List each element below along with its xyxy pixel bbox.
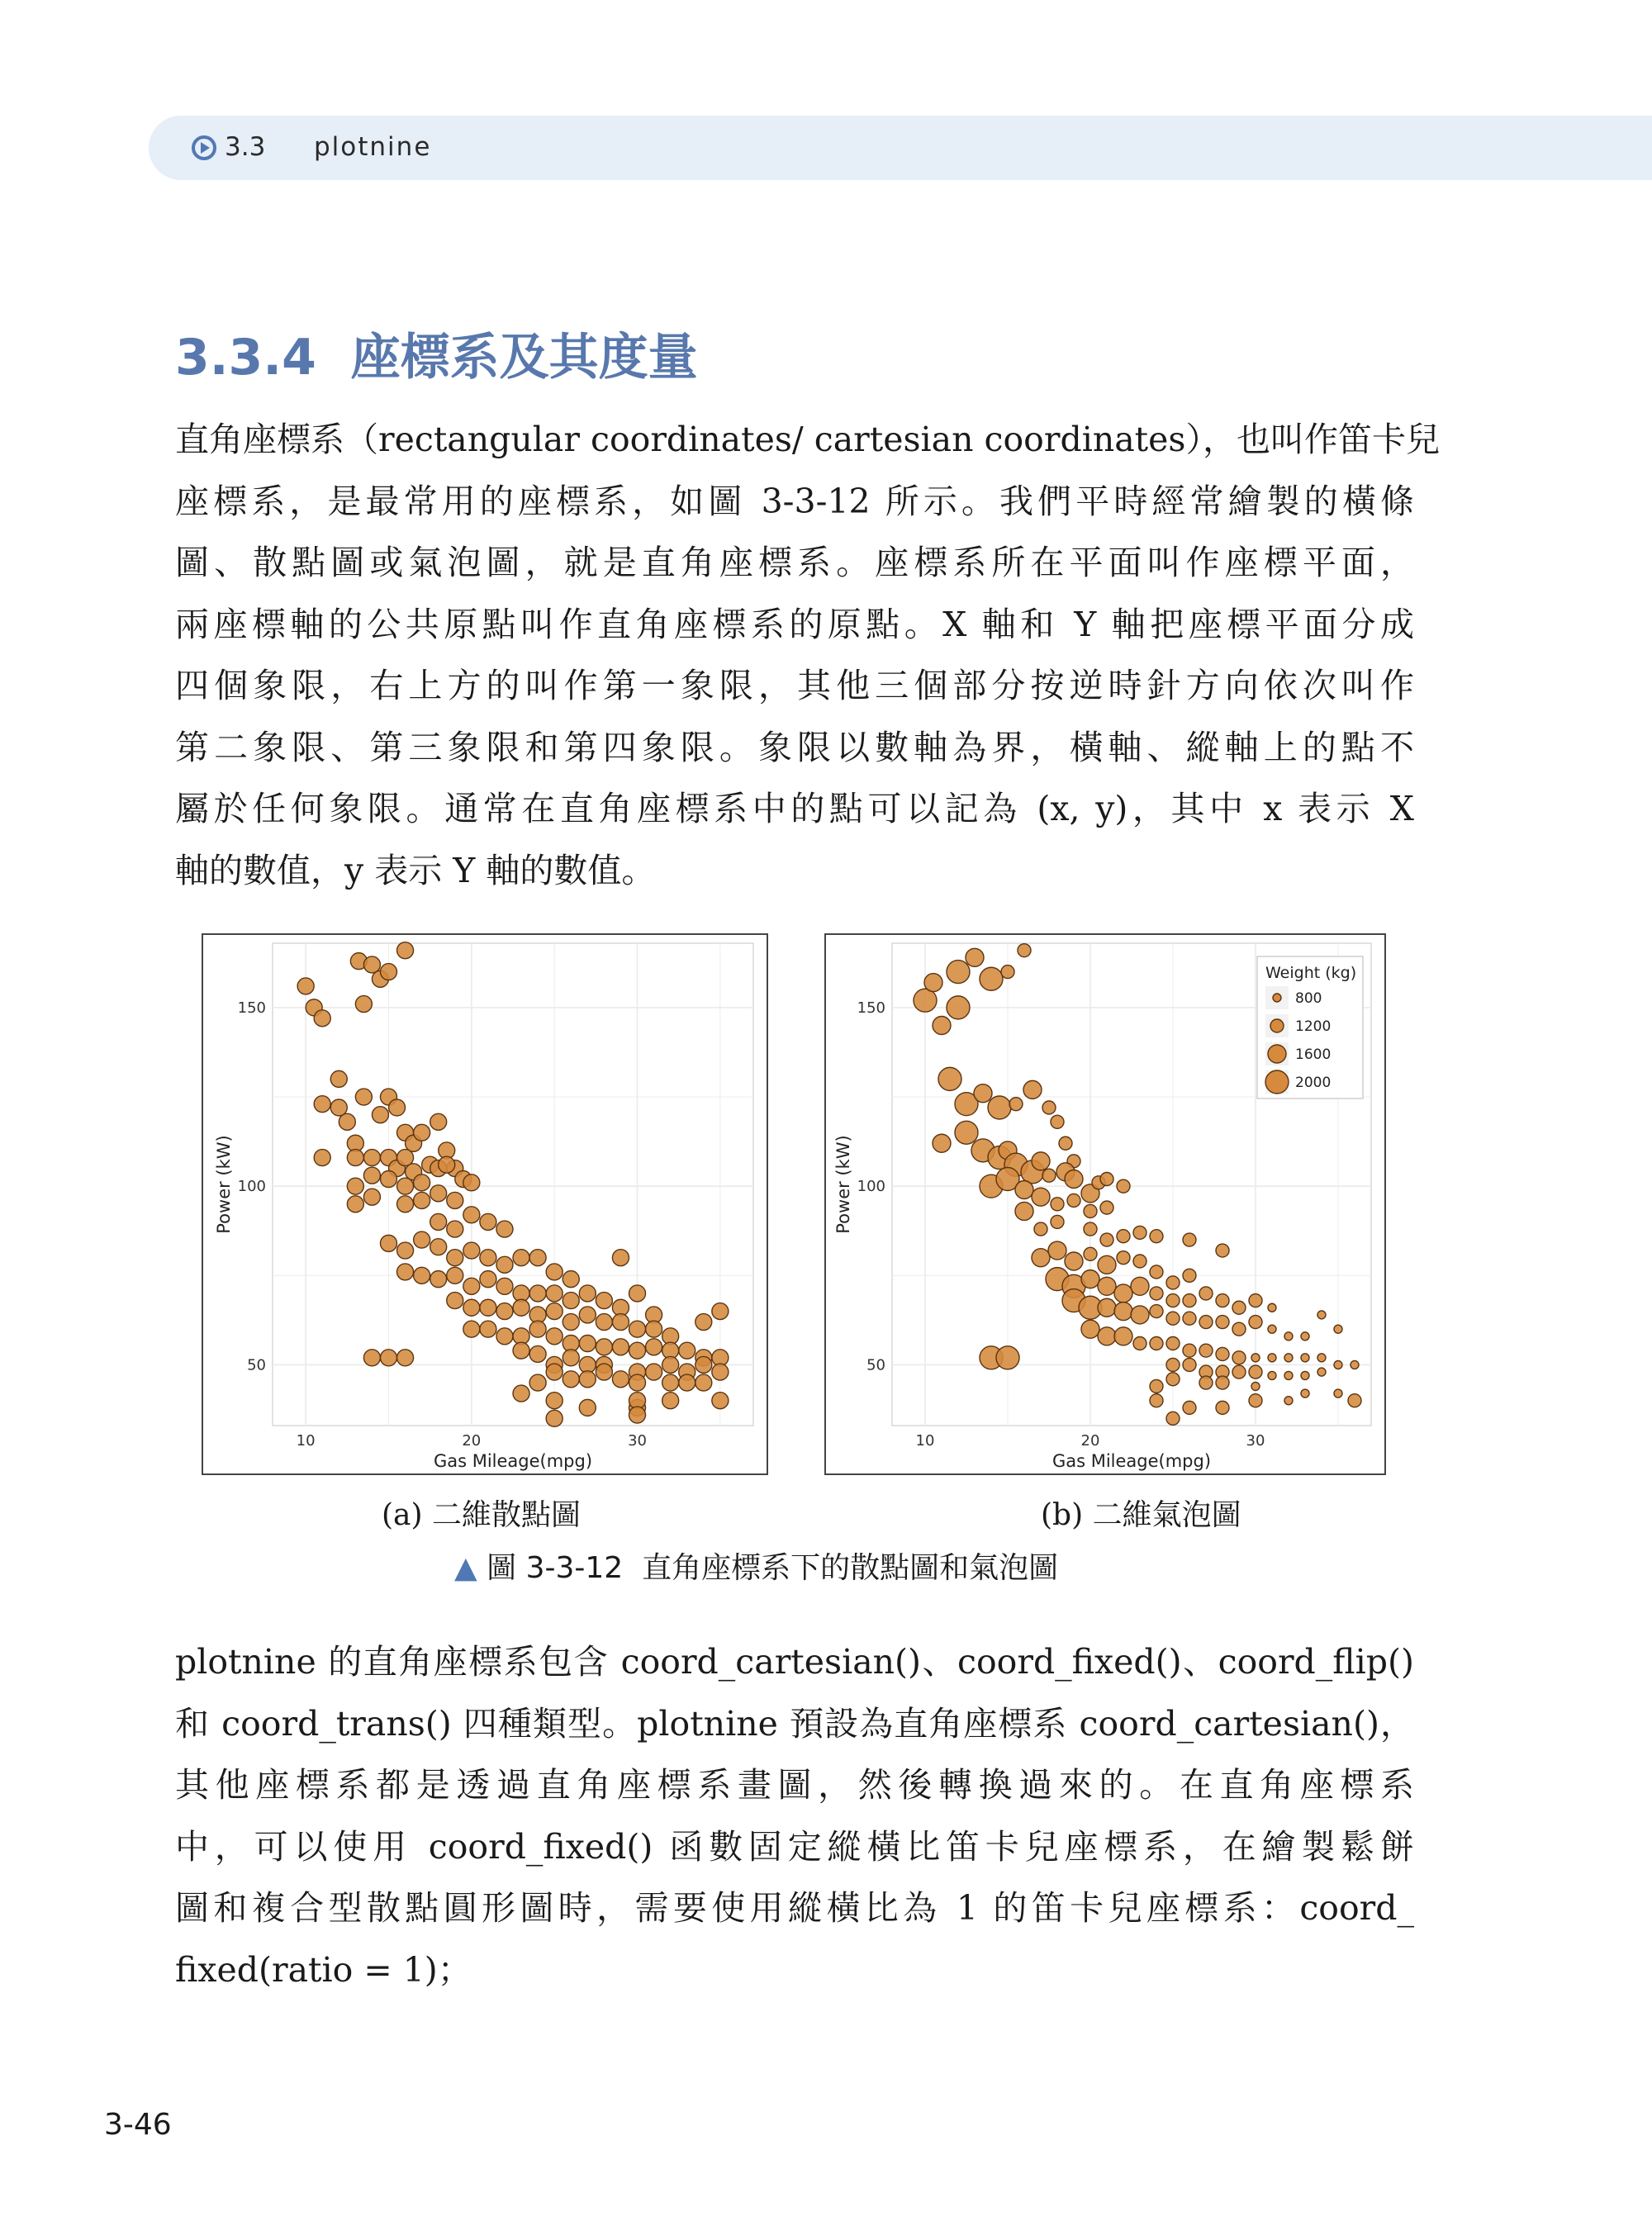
triangle-icon: ▲ [454,1551,477,1585]
bubble-point [1150,1394,1163,1407]
bubble-point [938,1067,961,1090]
bubble-point [914,989,937,1012]
scatter-point [513,1342,529,1359]
scatter-point [372,1107,388,1123]
scatter-point [397,1150,414,1166]
bubble-point [1051,1215,1064,1228]
scatter-point [579,1285,596,1302]
scatter-point [563,1271,579,1288]
bubble-point [1166,1358,1180,1371]
bubble-point [1023,1080,1042,1099]
scatter-chart [203,935,767,1473]
legend-key-circle [1270,1019,1284,1032]
scatter-point [397,1178,414,1194]
bubble-point [1032,1152,1050,1170]
bubble-point [1301,1354,1309,1362]
bubble-point [1268,1354,1276,1362]
bubble-point [1081,1320,1099,1338]
bubble-point [1100,1201,1113,1214]
subcaption-a: (a) 二維散點圖 [382,1498,581,1532]
bubble-point [1334,1360,1342,1369]
bubble-point [1216,1244,1229,1257]
bubble-point [1199,1344,1213,1357]
scatter-point [447,1250,463,1266]
x-tick-label: 20 [462,1432,482,1450]
bubble-point [1117,1179,1130,1193]
figure-caption-number: 圖 3-3-12 [487,1551,624,1585]
scatter-point [679,1342,695,1359]
scatter-point [629,1342,646,1359]
scatter-point [414,1174,430,1191]
bubble-point [1084,1204,1097,1217]
scatter-point [496,1256,513,1273]
scatter-point [563,1314,579,1331]
bubble-point [1166,1294,1180,1307]
scatter-point [330,1099,347,1116]
running-header-section-number: 3.3 [225,132,266,162]
subcaption-b: (b) 二維氣泡圖 [1041,1498,1241,1532]
figure-caption [454,1545,1058,1587]
bubble-point [1268,1303,1276,1312]
bubble-point [1251,1354,1260,1362]
scatter-point [363,956,380,973]
scatter-point [513,1385,529,1402]
bubble-point [1150,1305,1163,1318]
running-header-title: plotnine [314,132,432,162]
bubble-point [1334,1325,1342,1333]
legend-entry: 800 [1295,990,1322,1007]
paragraph-line: 軸的數值，y 表示 Y 軸的數值。 [175,850,656,890]
scatter-point [314,1010,330,1027]
scatter-point [629,1321,646,1337]
scatter-point [330,1070,347,1087]
bubble-point [1284,1354,1293,1362]
scatter-point [480,1299,496,1316]
bubble-point [1084,1222,1097,1236]
bubble-point [1051,1115,1064,1128]
bubble-point [1032,1249,1050,1267]
scatter-point [314,1096,330,1113]
scatter-point [355,996,372,1013]
bubble-point [1114,1327,1132,1345]
bubble-point [1334,1389,1342,1397]
x-tick-label: 30 [628,1432,647,1450]
bubble-point [1199,1287,1213,1300]
y-tick-label: 150 [237,999,266,1017]
bubble-point [1150,1379,1163,1393]
scatter-point [430,1213,447,1230]
bubble-point [1232,1365,1246,1378]
scatter-point [397,942,414,959]
bubble-point [1098,1255,1116,1274]
legend-entry: 1600 [1295,1046,1332,1063]
bubble-point [1015,1180,1033,1198]
scatter-point [546,1364,563,1380]
scatter-point [430,1239,447,1255]
bubble-point [955,1121,978,1144]
scatter-point [363,1189,380,1205]
scatter-point [439,1156,455,1173]
bubble-point [1183,1233,1196,1246]
x-tick-label: 10 [296,1432,316,1450]
scatter-point [480,1321,496,1337]
scatter-point [546,1410,563,1426]
bubble-point [1114,1284,1132,1303]
scatter-point [447,1267,463,1284]
scatter-point [629,1285,646,1302]
scatter-point [363,1350,380,1366]
scatter-point [463,1242,480,1259]
play-circle-icon [192,135,216,160]
scatter-point [662,1356,679,1373]
scatter-point [529,1285,546,1302]
scatter-point [430,1271,447,1288]
bubble-point [1166,1337,1180,1350]
bubble-point [933,1134,951,1152]
bubble-point [1232,1351,1246,1364]
paragraph-line: 圖、散點圖或氣泡圖，就是直角座標系。座標系所在平面叫作座標平面， [175,543,1414,582]
scatter-point [612,1371,629,1388]
scatter-point [579,1307,596,1323]
bubble-point [1348,1394,1361,1407]
x-tick-label: 10 [915,1432,935,1450]
scatter-point [447,1192,463,1208]
scatter-point [480,1271,496,1288]
scatter-point [646,1364,662,1380]
scatter-point [629,1374,646,1391]
scatter-point [355,1089,372,1105]
bubble-point [1098,1277,1116,1295]
bubble-point [1166,1373,1180,1386]
bubble-point [1133,1337,1146,1350]
bubble-point [1009,1098,1023,1111]
paragraph-line: 座標系，是最常用的座標系，如圖 3-3-12 所示。我們平時經常繪製的橫條 [175,481,1414,521]
bubble-point [1166,1276,1180,1289]
bubble-point [1084,1247,1097,1260]
scatter-point [596,1314,612,1331]
bubble-point [1150,1230,1163,1243]
scatter-point [380,1235,396,1251]
scatter-point [347,1196,363,1212]
bubble-point [1117,1251,1130,1265]
scatter-point [447,1221,463,1237]
bubble-point [1249,1394,1262,1407]
bubble-point [1048,1241,1066,1260]
bubble-point [1183,1344,1196,1357]
paragraph-line: plotnine 的直角座標系包含 coord_cartesian()、coord_fixed()、coord_flip() [175,1642,1414,1682]
scatter-point [712,1364,729,1380]
scatter-point [596,1364,612,1380]
bubble-point [1133,1226,1146,1239]
scatter-point [646,1321,662,1337]
legend-entry: 1200 [1295,1018,1332,1035]
scatter-point [546,1328,563,1345]
figure-b-frame [824,933,1386,1475]
body-paragraph-1 [175,409,1440,901]
scatter-point [463,1207,480,1223]
bubble-point [1100,1173,1113,1186]
bubble-point [1018,944,1031,957]
bubble-point [1150,1337,1163,1350]
body-paragraph-2 [175,1631,1414,2000]
bubble-point [1015,1202,1033,1220]
bubble-point [1301,1332,1309,1341]
scatter-point [414,1124,430,1141]
scatter-point [529,1250,546,1266]
scatter-point [612,1314,629,1331]
scatter-point [513,1299,529,1316]
scatter-point [463,1174,480,1191]
paragraph-line: 圖和複合型散點圓形圖時，需要使用縱橫比為 1 的笛卡兒座標系：coord_ [175,1888,1414,1928]
scatter-point [529,1321,546,1337]
bubble-point [1216,1347,1229,1360]
bubble-point [1317,1354,1326,1362]
bubble-point [1249,1316,1262,1329]
scatter-point [579,1399,596,1416]
scatter-point [414,1192,430,1208]
y-tick-label: 100 [857,1178,885,1196]
bubble-point [1150,1287,1163,1300]
x-tick-label: 30 [1246,1432,1265,1450]
bubble-point [1284,1332,1293,1341]
bubble-point [1317,1311,1326,1319]
bubble-point [1232,1322,1246,1336]
bubble-point [1268,1371,1276,1379]
scatter-point [546,1393,563,1409]
paragraph-line: fixed(ratio = 1)； [175,1949,472,1990]
bubble-point [1249,1365,1262,1378]
scatter-point [397,1196,414,1212]
scatter-point [397,1264,414,1280]
bubble-point [1065,1170,1083,1189]
bubble-point [1166,1412,1180,1425]
bubble-point [1117,1230,1130,1243]
scatter-point [596,1339,612,1355]
bubble-point [1133,1255,1146,1268]
scatter-point [712,1393,729,1409]
scatter-point [529,1345,546,1362]
scatter-point [397,1350,414,1366]
scatter-point [389,1099,406,1116]
section-heading [175,318,698,389]
x-axis-label: Gas Mileage(mpg) [433,1451,593,1471]
bubble-point [947,961,970,984]
bubble-chart [826,935,1384,1473]
bubble-point [1098,1298,1116,1317]
bubble-point [1183,1294,1196,1307]
scatter-point [430,1113,447,1130]
bubble-point [947,996,970,1019]
scatter-point [380,1171,396,1188]
scatter-point [297,978,314,994]
bubble-point [1100,1233,1113,1246]
scatter-point [380,964,396,980]
legend-entry: 2000 [1295,1075,1332,1091]
bubble-point [1001,966,1014,979]
bubble-point [1216,1401,1229,1414]
scatter-point [712,1303,729,1320]
bubble-point [1199,1316,1213,1329]
scatter-point [612,1250,629,1266]
scatter-point [496,1221,513,1237]
scatter-point [679,1374,695,1391]
paragraph-line: 屬於任何象限。通常在直角座標系中的點可以記為 (x, y)，其中 x 表示 X [175,789,1414,828]
scatter-point [339,1113,355,1130]
bubble-point [1150,1265,1163,1279]
bubble-point [1301,1371,1309,1379]
scatter-point [513,1250,529,1266]
bubble-point [1216,1294,1229,1307]
scatter-point [695,1356,712,1373]
scatter-point [380,1350,396,1366]
bubble-point [1232,1301,1246,1314]
bubble-point [933,1016,951,1034]
bubble-point [1183,1358,1196,1371]
bubble-point [1216,1316,1229,1329]
scatter-point [596,1293,612,1309]
scatter-point [414,1267,430,1284]
bubble-point [988,1096,1011,1119]
section-title: 座標系及其度量 [350,329,698,387]
bubble-point [1114,1303,1132,1321]
bubble-point [974,1084,992,1103]
bubble-point [1268,1325,1276,1333]
paragraph-line: 和 coord_trans() 四種類型。plotnine 預設為直角座標系 coord_cartesian()， [175,1703,1414,1744]
bubble-point [1249,1294,1262,1307]
scatter-point [463,1321,480,1337]
bubble-point [1183,1312,1196,1325]
scatter-point [563,1350,579,1366]
scatter-point [397,1242,414,1259]
bubble-point [1098,1327,1116,1345]
bubble-point [1131,1306,1149,1324]
legend-key-circle [1265,1070,1289,1094]
scatter-point [629,1407,646,1423]
scatter-point [546,1285,563,1302]
scatter-point [314,1150,330,1166]
scatter-point [546,1264,563,1280]
bubble-point [924,974,942,992]
paragraph-line: 其他座標系都是透過直角座標系畫圖，然後轉換過來的。在直角座標系 [175,1765,1414,1805]
paragraph-line: 中，可以使用 coord_fixed() 函數固定縱橫比笛卡兒座標系，在繪製鬆餅 [175,1826,1414,1867]
x-tick-label: 20 [1080,1432,1100,1450]
scatter-point [347,1178,363,1194]
scatter-point [646,1339,662,1355]
bubble-point [1199,1376,1213,1389]
figure-caption-text: 直角座標系下的散點圖和氣泡圖 [642,1551,1059,1585]
bubble-point [1216,1376,1229,1389]
scatter-point [563,1293,579,1309]
bubble-point [1317,1368,1326,1376]
scatter-point [579,1371,596,1388]
paragraph-line: 第二象限、第三象限和第四象限。象限以數軸為界，橫軸、縱軸上的點不 [175,727,1414,767]
page-number: 3-46 [104,2108,172,2142]
bubble-point [1032,1188,1050,1206]
bubble-point [1042,1169,1056,1182]
scatter-point [662,1374,679,1391]
bubble-point [1042,1101,1056,1114]
scatter-point [546,1303,563,1320]
bubble-point [1284,1371,1293,1379]
bubble-point [1034,1222,1047,1236]
bubble-point [1059,1136,1072,1150]
bubble-point [1065,1252,1083,1270]
scatter-point [447,1293,463,1309]
scatter-point [695,1374,712,1391]
bubble-point [996,1346,1019,1369]
scatter-point [612,1339,629,1355]
paragraph-line: 兩座標軸的公共原點叫作直角座標系的原點。X 軸和 Y 軸把座標平面分成 [175,604,1414,644]
bubble-point [1166,1312,1180,1325]
scatter-point [496,1303,513,1320]
paragraph-line: 四個象限，右上方的叫作第一象限，其他三個部分按逆時針方向依次叫作 [175,666,1414,705]
y-axis-label: Power (kW) [833,1135,853,1234]
scatter-point [579,1336,596,1352]
scatter-point [480,1250,496,1266]
scatter-point [496,1328,513,1345]
bubble-point [1301,1389,1309,1397]
bubble-point [1067,1193,1080,1207]
bubble-point [1183,1269,1196,1282]
y-axis-label: Power (kW) [214,1135,234,1234]
y-tick-label: 50 [247,1356,266,1374]
bubble-point [966,948,984,966]
bubble-point [1251,1382,1260,1390]
legend-key-circle [1273,994,1281,1002]
bubble-point [1183,1401,1196,1414]
bubble-point [980,967,1003,990]
scatter-point [480,1213,496,1230]
bubble-point [1081,1270,1099,1288]
scatter-point [363,1167,380,1184]
paragraph-line: 直角座標系（rectangular coordinates/ cartesian coordinates），也叫作笛卡兒 [175,420,1440,459]
scatter-point [496,1278,513,1294]
scatter-point [529,1374,546,1391]
scatter-point [563,1371,579,1388]
scatter-point [463,1278,480,1294]
scatter-point [430,1185,447,1202]
x-axis-label: Gas Mileage(mpg) [1051,1451,1212,1471]
section-number: 3.3.4 [175,329,316,387]
scatter-point [662,1393,679,1409]
scatter-point [695,1314,712,1331]
scatter-point [347,1150,363,1166]
scatter-point [463,1299,480,1316]
bubble-point [1284,1397,1293,1405]
y-tick-label: 150 [857,999,885,1017]
scatter-point [414,1231,430,1248]
bubble-point [1351,1360,1359,1369]
legend-title: Weight (kg) [1265,964,1357,982]
y-tick-label: 50 [866,1356,885,1374]
bubble-point [1051,1198,1064,1211]
y-tick-label: 100 [237,1178,266,1196]
figure-a-frame [202,933,768,1475]
bubble-point [1131,1277,1149,1295]
scatter-point [363,1150,380,1166]
legend-key-circle [1268,1045,1286,1063]
